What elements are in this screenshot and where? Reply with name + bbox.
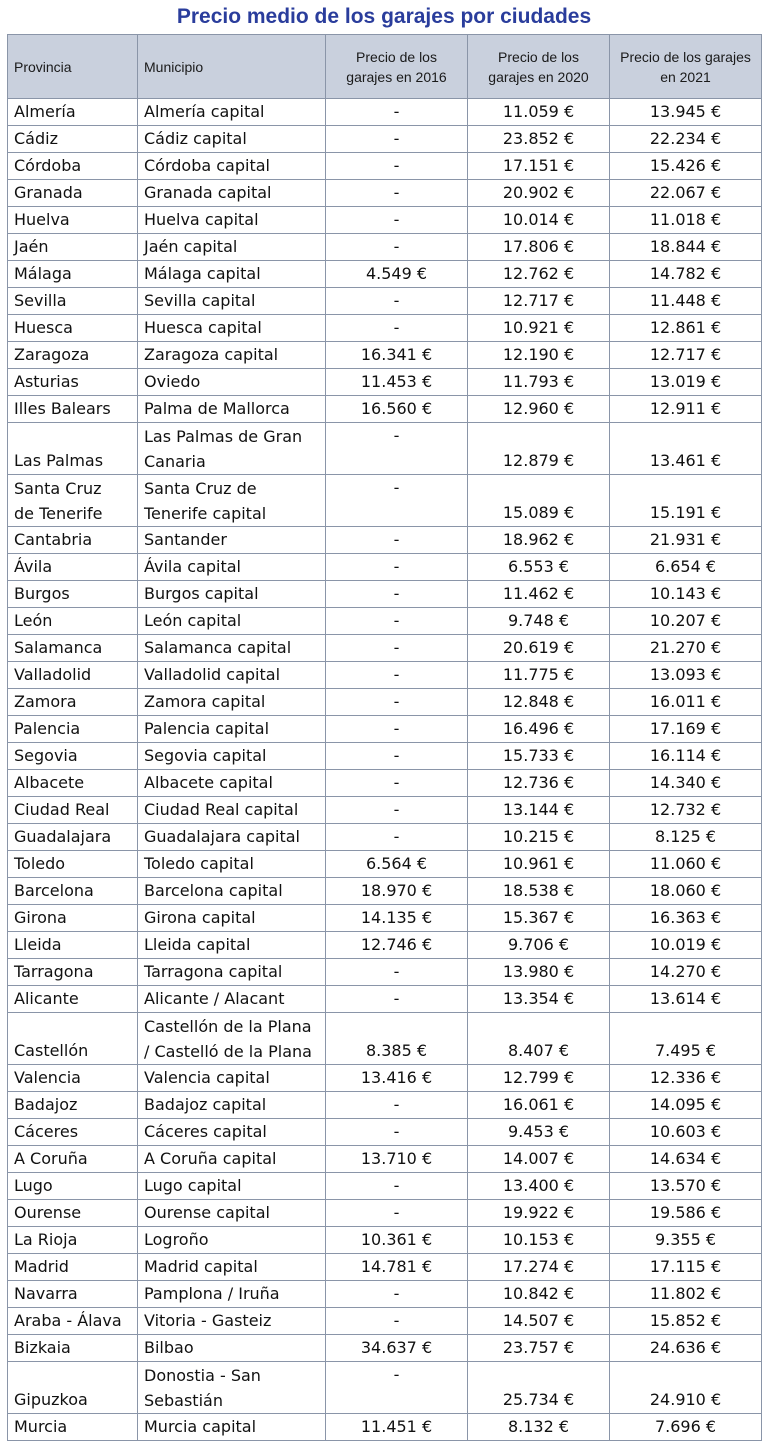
cell-price-2020: 9.453 € xyxy=(468,1119,610,1146)
cell-price-2021: 8.125 € xyxy=(610,824,762,851)
cell-municipio: Oviedo xyxy=(138,369,326,396)
cell-municipio: Sevilla capital xyxy=(138,288,326,315)
cell-municipio-line: Canaria xyxy=(144,452,206,471)
cell-provincia: Segovia xyxy=(8,743,138,770)
cell-price-2021: 12.732 € xyxy=(610,797,762,824)
cell-price-2016: 11.453 € xyxy=(326,369,468,396)
cell-price-2020: 10.153 € xyxy=(468,1227,610,1254)
cell-price-2020: 10.921 € xyxy=(468,315,610,342)
cell-price-2021: 7.495 € xyxy=(610,1013,762,1065)
cell-price-2016: - xyxy=(326,207,468,234)
cell-provincia: La Rioja xyxy=(8,1227,138,1254)
cell-price-2020: 16.061 € xyxy=(468,1092,610,1119)
table-row xyxy=(8,1308,762,1335)
cell-provincia: Tarragona xyxy=(8,959,138,986)
cell-price-2020: 13.400 € xyxy=(468,1173,610,1200)
cell-price-2020: 12.762 € xyxy=(468,261,610,288)
cell-price-2016: - xyxy=(326,770,468,797)
cell-provincia: Bizkaia xyxy=(8,1335,138,1362)
cell-provincia: Ciudad Real xyxy=(8,797,138,824)
table-row xyxy=(8,234,762,261)
cell-price-2021: 16.011 € xyxy=(610,689,762,716)
cell-price-2020: 23.852 € xyxy=(468,126,610,153)
cell-price-2021: 24.636 € xyxy=(610,1335,762,1362)
cell-provincia: Huelva xyxy=(8,207,138,234)
table-row xyxy=(8,207,762,234)
cell-price-2020: 8.132 € xyxy=(468,1414,610,1441)
column-header-provincia: Provincia xyxy=(8,35,138,99)
cell-price-2020: 14.507 € xyxy=(468,1308,610,1335)
table-row xyxy=(8,959,762,986)
cell-municipio: Albacete capital xyxy=(138,770,326,797)
cell-price-2016: - xyxy=(326,743,468,770)
cell-price-2016: 6.564 € xyxy=(326,851,468,878)
cell-price-2020: 17.274 € xyxy=(468,1254,610,1281)
cell-price-2016: 16.341 € xyxy=(326,342,468,369)
cell-provincia: Badajoz xyxy=(8,1092,138,1119)
cell-price-2021: 11.060 € xyxy=(610,851,762,878)
cell-municipio: Logroño xyxy=(138,1227,326,1254)
cell-price-2016: - xyxy=(326,554,468,581)
table-row xyxy=(8,1119,762,1146)
cell-provincia: Almería xyxy=(8,99,138,126)
cell-price-2016: - xyxy=(326,1092,468,1119)
cell-provincia: Valencia xyxy=(8,1065,138,1092)
cell-price-2020: 13.144 € xyxy=(468,797,610,824)
cell-provincia: Salamanca xyxy=(8,635,138,662)
cell-price-2016: - xyxy=(326,180,468,207)
cell-municipio: Cádiz capital xyxy=(138,126,326,153)
cell-price-2016: 8.385 € xyxy=(326,1013,468,1065)
cell-price-2020: 12.960 € xyxy=(468,396,610,423)
cell-municipio: Málaga capital xyxy=(138,261,326,288)
cell-price-2020: 17.806 € xyxy=(468,234,610,261)
cell-price-2020: 9.748 € xyxy=(468,608,610,635)
cell-price-2016: 16.560 € xyxy=(326,396,468,423)
cell-municipio: Palma de Mallorca xyxy=(138,396,326,423)
cell-provincia: Alicante xyxy=(8,986,138,1013)
table-row xyxy=(8,261,762,288)
page-title: Precio medio de los garajes por ciudades xyxy=(176,5,592,28)
cell-price-2016: - xyxy=(326,1200,468,1227)
cell-price-2020: 15.733 € xyxy=(468,743,610,770)
cell-price-2021: 22.234 € xyxy=(610,126,762,153)
cell-price-2021: 22.067 € xyxy=(610,180,762,207)
cell-provincia: Huesca xyxy=(8,315,138,342)
cell-price-2020: 8.407 € xyxy=(468,1013,610,1065)
cell-provincia: A Coruña xyxy=(8,1146,138,1173)
cell-municipio: Lleida capital xyxy=(138,932,326,959)
cell-provincia: Las Palmas xyxy=(8,423,138,475)
cell-price-2016: - xyxy=(326,662,468,689)
cell-price-2021: 10.143 € xyxy=(610,581,762,608)
cell-price-2016: 14.135 € xyxy=(326,905,468,932)
cell-price-2016: - xyxy=(326,608,468,635)
cell-price-2016: - xyxy=(326,824,468,851)
cell-municipio: A Coruña capital xyxy=(138,1146,326,1173)
cell-provincia: Burgos xyxy=(8,581,138,608)
cell-price-2021: 11.448 € xyxy=(610,288,762,315)
cell-provincia: Ávila xyxy=(8,554,138,581)
cell-price-2020: 11.462 € xyxy=(468,581,610,608)
cell-price-2016: - xyxy=(326,797,468,824)
cell-municipio: Zaragoza capital xyxy=(138,342,326,369)
cell-provincia: Lleida xyxy=(8,932,138,959)
cell-price-2016: - xyxy=(326,315,468,342)
table-row xyxy=(8,396,762,423)
cell-price-2021: 11.018 € xyxy=(610,207,762,234)
cell-price-2020: 19.922 € xyxy=(468,1200,610,1227)
cell-municipio: Ourense capital xyxy=(138,1200,326,1227)
cell-price-2021: 15.426 € xyxy=(610,153,762,180)
cell-provincia: Lugo xyxy=(8,1173,138,1200)
garage-price-table xyxy=(7,34,762,1441)
cell-price-2021: 12.911 € xyxy=(610,396,762,423)
cell-price-2021: 14.270 € xyxy=(610,959,762,986)
cell-price-2021: 10.207 € xyxy=(610,608,762,635)
cell-price-2016: - xyxy=(326,1308,468,1335)
cell-price-2016: - xyxy=(326,1173,468,1200)
cell-price-2020: 11.059 € xyxy=(468,99,610,126)
cell-price-2021: 18.060 € xyxy=(610,878,762,905)
cell-price-2021: 15.191 € xyxy=(610,475,762,527)
cell-price-2016: - xyxy=(326,689,468,716)
cell-provincia: Castellón xyxy=(8,1013,138,1065)
cell-price-2020: 23.757 € xyxy=(468,1335,610,1362)
cell-price-2020: 12.717 € xyxy=(468,288,610,315)
cell-price-2016: 18.970 € xyxy=(326,878,468,905)
cell-price-2016: 13.710 € xyxy=(326,1146,468,1173)
cell-municipio: Pamplona / Iruña xyxy=(138,1281,326,1308)
column-header-2020: Precio de los garajes en 2020 xyxy=(468,35,610,99)
cell-price-2016: - xyxy=(326,234,468,261)
cell-provincia: Valladolid xyxy=(8,662,138,689)
cell-price-2021: 13.461 € xyxy=(610,423,762,475)
column-header-municipio: Municipio xyxy=(138,35,326,99)
cell-price-2016: 34.637 € xyxy=(326,1335,468,1362)
cell-price-2016: 11.451 € xyxy=(326,1414,468,1441)
cell-price-2021: 16.363 € xyxy=(610,905,762,932)
cell-provincia: Cádiz xyxy=(8,126,138,153)
cell-provincia: Araba - Álava xyxy=(8,1308,138,1335)
table-row xyxy=(8,1013,762,1065)
cell-municipio-line: Donostia - San xyxy=(144,1366,261,1385)
cell-provincia: Córdoba xyxy=(8,153,138,180)
cell-price-2020: 16.496 € xyxy=(468,716,610,743)
table-row xyxy=(8,527,762,554)
table-row xyxy=(8,1227,762,1254)
table-row xyxy=(8,824,762,851)
table-row xyxy=(8,1065,762,1092)
cell-price-2021: 21.270 € xyxy=(610,635,762,662)
cell-price-2021: 14.782 € xyxy=(610,261,762,288)
cell-price-2016: - xyxy=(326,527,468,554)
cell-price-2020: 12.799 € xyxy=(468,1065,610,1092)
cell-price-2021: 19.586 € xyxy=(610,1200,762,1227)
cell-price-2016: 12.746 € xyxy=(326,932,468,959)
table-row xyxy=(8,342,762,369)
cell-price-2021: 13.019 € xyxy=(610,369,762,396)
cell-price-2021: 16.114 € xyxy=(610,743,762,770)
cell-price-2021: 17.115 € xyxy=(610,1254,762,1281)
cell-price-2016: - xyxy=(326,959,468,986)
table-row xyxy=(8,1092,762,1119)
table-row xyxy=(8,986,762,1013)
cell-price-2020: 17.151 € xyxy=(468,153,610,180)
table-row xyxy=(8,1173,762,1200)
cell-municipio: Córdoba capital xyxy=(138,153,326,180)
table-row xyxy=(8,1254,762,1281)
cell-municipio: Valladolid capital xyxy=(138,662,326,689)
cell-provincia: Navarra xyxy=(8,1281,138,1308)
cell-price-2021: 13.614 € xyxy=(610,986,762,1013)
cell-municipio: Zamora capital xyxy=(138,689,326,716)
table-row xyxy=(8,99,762,126)
table-row xyxy=(8,554,762,581)
cell-price-2020: 12.879 € xyxy=(468,423,610,475)
cell-municipio xyxy=(138,1013,326,1065)
table-header-row xyxy=(8,35,762,99)
cell-municipio: Vitoria - Gasteiz xyxy=(138,1308,326,1335)
cell-municipio: Granada capital xyxy=(138,180,326,207)
cell-price-2020: 20.619 € xyxy=(468,635,610,662)
cell-price-2021: 14.095 € xyxy=(610,1092,762,1119)
table-row xyxy=(8,932,762,959)
cell-municipio: Ciudad Real capital xyxy=(138,797,326,824)
cell-price-2021: 10.019 € xyxy=(610,932,762,959)
cell-price-2016: 14.781 € xyxy=(326,1254,468,1281)
cell-price-2021: 14.340 € xyxy=(610,770,762,797)
cell-price-2021: 15.852 € xyxy=(610,1308,762,1335)
cell-price-2020: 6.553 € xyxy=(468,554,610,581)
cell-municipio-line: Sebastián xyxy=(144,1391,223,1410)
cell-price-2020: 18.538 € xyxy=(468,878,610,905)
cell-price-2016: - xyxy=(326,475,468,527)
cell-price-2020: 13.354 € xyxy=(468,986,610,1013)
cell-provincia: Albacete xyxy=(8,770,138,797)
cell-provincia: Palencia xyxy=(8,716,138,743)
cell-municipio: Ávila capital xyxy=(138,554,326,581)
cell-price-2020: 10.215 € xyxy=(468,824,610,851)
table-row xyxy=(8,1146,762,1173)
cell-price-2016: - xyxy=(326,153,468,180)
cell-price-2020: 20.902 € xyxy=(468,180,610,207)
cell-municipio xyxy=(138,1362,326,1414)
cell-municipio-line: / Castelló de la Plana xyxy=(144,1042,312,1061)
cell-price-2021: 13.570 € xyxy=(610,1173,762,1200)
cell-price-2021: 18.844 € xyxy=(610,234,762,261)
cell-price-2021: 24.910 € xyxy=(610,1362,762,1414)
cell-municipio: Santander xyxy=(138,527,326,554)
table-row xyxy=(8,608,762,635)
cell-provincia: Asturias xyxy=(8,369,138,396)
cell-municipio: Palencia capital xyxy=(138,716,326,743)
cell-price-2020: 10.014 € xyxy=(468,207,610,234)
cell-price-2016: 10.361 € xyxy=(326,1227,468,1254)
cell-price-2016: 13.416 € xyxy=(326,1065,468,1092)
cell-provincia: Sevilla xyxy=(8,288,138,315)
cell-provincia: Barcelona xyxy=(8,878,138,905)
table-row xyxy=(8,1281,762,1308)
cell-municipio: Salamanca capital xyxy=(138,635,326,662)
table-row xyxy=(8,905,762,932)
cell-price-2016: - xyxy=(326,986,468,1013)
cell-provincia: Illes Balears xyxy=(8,396,138,423)
cell-price-2020: 12.848 € xyxy=(468,689,610,716)
cell-provincia: Gipuzkoa xyxy=(8,1362,138,1414)
cell-price-2020: 11.775 € xyxy=(468,662,610,689)
cell-price-2016: - xyxy=(326,635,468,662)
cell-provincia: Jaén xyxy=(8,234,138,261)
cell-price-2016: 4.549 € xyxy=(326,261,468,288)
cell-provincia: Ourense xyxy=(8,1200,138,1227)
cell-municipio-line: Santa Cruz de xyxy=(144,479,257,498)
cell-municipio-line: Castellón de la Plana xyxy=(144,1017,312,1036)
cell-price-2020: 10.961 € xyxy=(468,851,610,878)
cell-price-2020: 15.367 € xyxy=(468,905,610,932)
cell-municipio: Badajoz capital xyxy=(138,1092,326,1119)
cell-provincia: Zaragoza xyxy=(8,342,138,369)
cell-provincia: Málaga xyxy=(8,261,138,288)
cell-municipio-line: Las Palmas de Gran xyxy=(144,427,303,446)
cell-municipio: Segovia capital xyxy=(138,743,326,770)
cell-municipio: Almería capital xyxy=(138,99,326,126)
cell-municipio: Burgos capital xyxy=(138,581,326,608)
cell-price-2020: 11.793 € xyxy=(468,369,610,396)
cell-price-2016: - xyxy=(326,1362,468,1414)
cell-price-2021: 10.603 € xyxy=(610,1119,762,1146)
table-row xyxy=(8,662,762,689)
cell-price-2016: - xyxy=(326,1281,468,1308)
table-row xyxy=(8,635,762,662)
cell-price-2016: - xyxy=(326,423,468,475)
cell-provincia: Murcia xyxy=(8,1414,138,1441)
cell-provincia: Cantabria xyxy=(8,527,138,554)
cell-price-2016: - xyxy=(326,126,468,153)
table-row xyxy=(8,878,762,905)
cell-municipio-line: Tenerife capital xyxy=(144,504,267,523)
cell-price-2016: - xyxy=(326,581,468,608)
cell-provincia: León xyxy=(8,608,138,635)
cell-provincia: Zamora xyxy=(8,689,138,716)
table-row xyxy=(8,315,762,342)
cell-price-2020: 13.980 € xyxy=(468,959,610,986)
cell-municipio: Girona capital xyxy=(138,905,326,932)
cell-price-2020: 18.962 € xyxy=(468,527,610,554)
cell-municipio: Madrid capital xyxy=(138,1254,326,1281)
table-row xyxy=(8,851,762,878)
table-row xyxy=(8,153,762,180)
cell-provincia-line: Santa Cruz xyxy=(14,479,102,498)
cell-price-2020: 12.736 € xyxy=(468,770,610,797)
table-row xyxy=(8,1335,762,1362)
cell-price-2021: 12.861 € xyxy=(610,315,762,342)
cell-price-2016: - xyxy=(326,288,468,315)
cell-price-2020: 9.706 € xyxy=(468,932,610,959)
cell-provincia-line: de Tenerife xyxy=(14,504,103,523)
cell-price-2021: 6.654 € xyxy=(610,554,762,581)
cell-price-2020: 25.734 € xyxy=(468,1362,610,1414)
cell-price-2021: 12.336 € xyxy=(610,1065,762,1092)
cell-price-2020: 15.089 € xyxy=(468,475,610,527)
table-row xyxy=(8,770,762,797)
cell-municipio: Cáceres capital xyxy=(138,1119,326,1146)
table-row xyxy=(8,689,762,716)
cell-price-2021: 7.696 € xyxy=(610,1414,762,1441)
column-header-2021: Precio de los garajes en 2021 xyxy=(610,35,762,99)
table-row xyxy=(8,369,762,396)
cell-price-2021: 13.945 € xyxy=(610,99,762,126)
table-row xyxy=(8,1414,762,1441)
cell-municipio: Jaén capital xyxy=(138,234,326,261)
table-row xyxy=(8,288,762,315)
cell-provincia: Toledo xyxy=(8,851,138,878)
table-row xyxy=(8,797,762,824)
cell-price-2016: - xyxy=(326,1119,468,1146)
cell-price-2021: 21.931 € xyxy=(610,527,762,554)
cell-municipio: Huesca capital xyxy=(138,315,326,342)
cell-provincia: Granada xyxy=(8,180,138,207)
cell-provincia: Cáceres xyxy=(8,1119,138,1146)
cell-municipio: Guadalajara capital xyxy=(138,824,326,851)
cell-municipio: Tarragona capital xyxy=(138,959,326,986)
table-row xyxy=(8,126,762,153)
cell-provincia: Guadalajara xyxy=(8,824,138,851)
table-row xyxy=(8,716,762,743)
cell-municipio: Valencia capital xyxy=(138,1065,326,1092)
cell-price-2021: 9.355 € xyxy=(610,1227,762,1254)
cell-municipio: Alicante / Alacant xyxy=(138,986,326,1013)
cell-price-2021: 12.717 € xyxy=(610,342,762,369)
cell-provincia: Madrid xyxy=(8,1254,138,1281)
cell-price-2020: 12.190 € xyxy=(468,342,610,369)
cell-provincia: Girona xyxy=(8,905,138,932)
column-header-2016: Precio de los garajes en 2016 xyxy=(326,35,468,99)
cell-price-2021: 14.634 € xyxy=(610,1146,762,1173)
table-row xyxy=(8,475,762,527)
cell-municipio: Barcelona capital xyxy=(138,878,326,905)
cell-municipio: Huelva capital xyxy=(138,207,326,234)
table-row xyxy=(8,1362,762,1414)
cell-price-2016: - xyxy=(326,716,468,743)
cell-price-2020: 14.007 € xyxy=(468,1146,610,1173)
cell-price-2021: 13.093 € xyxy=(610,662,762,689)
cell-municipio: Bilbao xyxy=(138,1335,326,1362)
cell-municipio: Lugo capital xyxy=(138,1173,326,1200)
table-row xyxy=(8,423,762,475)
cell-municipio xyxy=(138,423,326,475)
table-body xyxy=(8,99,762,1441)
cell-price-2016: - xyxy=(326,99,468,126)
cell-provincia xyxy=(8,475,138,527)
table-row xyxy=(8,180,762,207)
cell-price-2021: 17.169 € xyxy=(610,716,762,743)
cell-municipio xyxy=(138,475,326,527)
cell-municipio: León capital xyxy=(138,608,326,635)
table-row xyxy=(8,1200,762,1227)
cell-price-2021: 11.802 € xyxy=(610,1281,762,1308)
cell-price-2020: 10.842 € xyxy=(468,1281,610,1308)
cell-municipio: Murcia capital xyxy=(138,1414,326,1441)
table-row xyxy=(8,581,762,608)
table-row xyxy=(8,743,762,770)
cell-municipio: Toledo capital xyxy=(138,851,326,878)
